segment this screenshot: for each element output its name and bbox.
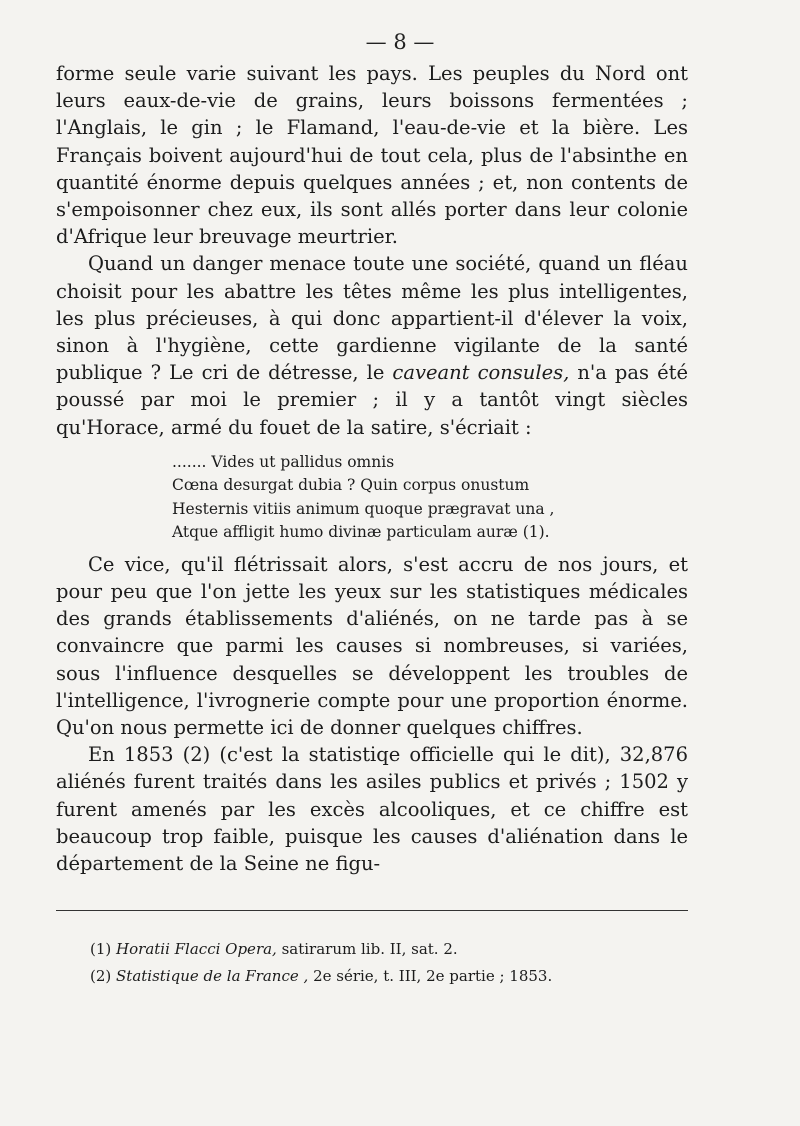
page-number: — 8 —	[365, 30, 435, 54]
paragraph-1: forme seule varie suivant les pays. Les peuples du Nord ont leurs eaux-de-vie de grains, leurs boissons fermentées ; l'Anglais, le gin ; le Flamand, l'eau-de-vie et la bière. Les Français boivent aujourd'hui de tout cela, plus de l'absinthe en quantité énorme depuis quelques années ; et, non contents de s'empoisonner chez eux, ils sont allés porter dans leur colonie d'Afrique leur breuvage meurtrier.	[56, 62, 688, 249]
verse-line: Atque affligit humo divinæ particulam auræ (1).	[172, 523, 550, 542]
verse-line: Cœna desurgat dubia ? Quin corpus onustum	[172, 476, 530, 495]
footnote-detail: 2e série, t. III, 2e partie ; 1853.	[308, 967, 553, 985]
paragraph-3: Ce vice, qu'il flétrissait alors, s'est accru de nos jours, et pour peu que l'on jette les yeux sur les statistiques médicales des grands établissements d'aliénés, on ne tarde pas à se convaincre que parmi les causes si nombreuses, si variées, sous l'influence desquelles se développent les troubles de l'intelligence, l'ivrognerie compte pour une proportion énorme. Qu'on nous permette ici de donner quelques chiffres.	[56, 552, 688, 740]
footnotes	[90, 936, 690, 990]
footnote-mark: (1)	[90, 940, 112, 958]
footnote-title: Horatii Flacci Opera,	[116, 940, 277, 958]
footnote-2	[90, 963, 690, 990]
paragraph-4: En 1853 (2) (c'est la statistiqe officielle qui le dit), 32,876 aliénés furent traités dans les asiles publics et privés ; 1502 y furent amenés par les excès alcooliques, et ce chiffre est beaucoup trop faible, puisque les causes d'aliénation dans le département de la Seine ne figu-	[56, 743, 688, 876]
paragraph-2-text-b: n'a pas été poussé par moi le premier ; il y a tantôt vingt siècles qu'Horace, armé du fouet de la satire, s'écriait :	[56, 361, 688, 439]
paragraph-2-italic: caveant consules,	[392, 361, 570, 385]
footnote-divider	[56, 910, 688, 911]
horace-verse	[172, 451, 688, 545]
paragraph-2-text-a: Quand un danger menace toute une société, quand un fléau choisit pour les abattre les têtes même les plus intelligentes, les plus précieuses, à qui donc appartient-il d'élever la voix, sinon à l'hygiène, cette gardienne vigilante de la santé publique ? Le cri de détresse, le	[56, 252, 688, 385]
footnote-mark: (2)	[90, 967, 112, 985]
verse-line: Hesternis vitiis animum quoque prægravat una ,	[172, 499, 555, 518]
footnote-detail: satirarum lib. II, sat. 2.	[276, 940, 458, 958]
footnote-1	[90, 936, 690, 963]
footnote-title: Statistique de la France ,	[116, 967, 309, 985]
body-text	[56, 60, 688, 877]
paragraph-2	[56, 250, 688, 440]
verse-line: ....... Vides ut pallidus omnis	[172, 452, 395, 471]
